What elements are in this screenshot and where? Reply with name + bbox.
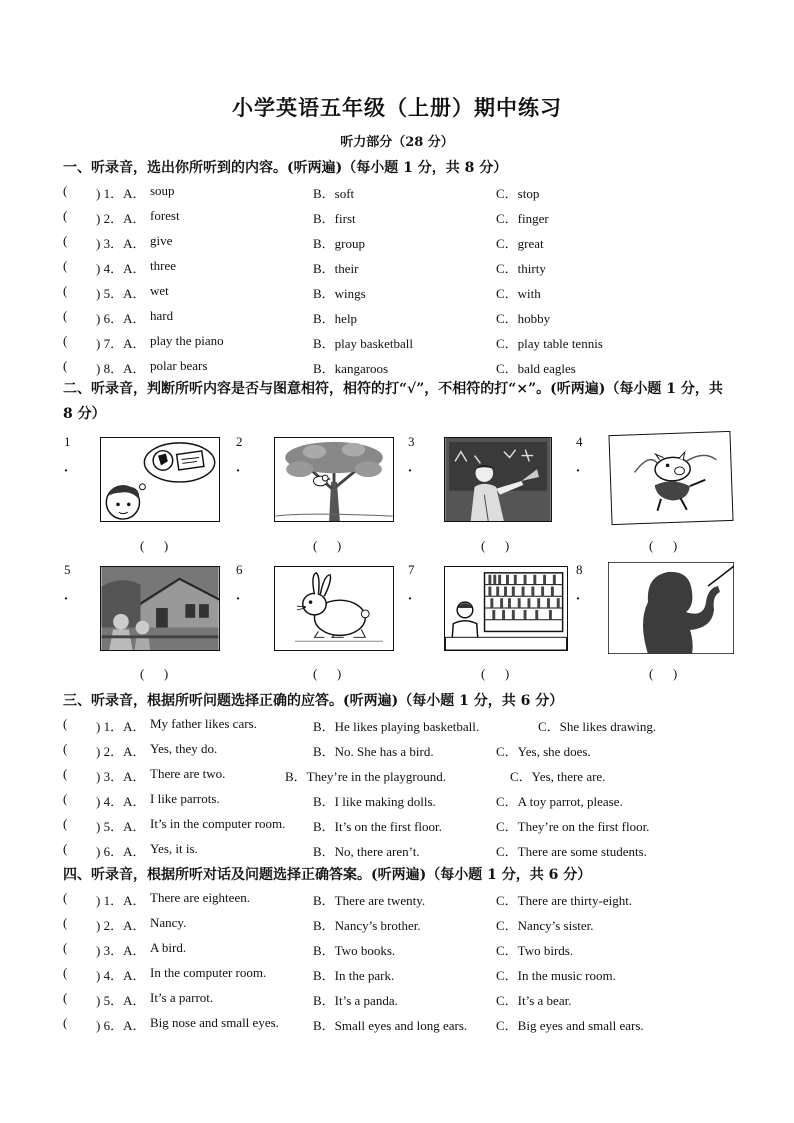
option-c[interactable]: C．play table tennis	[496, 336, 603, 351]
option-c[interactable]: C．finger	[496, 211, 549, 226]
option-b[interactable]: B．No. She has a bird.	[313, 744, 434, 759]
question-row	[63, 1015, 743, 1037]
option-c[interactable]: C．A toy parrot, please.	[496, 794, 623, 809]
option-b[interactable]: B．Small eyes and long ears.	[313, 1018, 468, 1033]
option-a[interactable]: My father likes cars.	[150, 716, 257, 731]
question-number: ) 4．A．	[96, 968, 146, 983]
answer-paren[interactable]: (	[63, 915, 68, 930]
option-b[interactable]: B．Nancy’s brother.	[313, 918, 421, 933]
question-number: ) 7．A．	[96, 336, 146, 351]
answer-paren[interactable]: (	[63, 791, 68, 806]
section4-heading: 四、听录音，根据所听对话及问题选择正确答案。(听两遍)（每小题 1 分，共 6 分）	[63, 867, 592, 883]
option-a[interactable]: three	[150, 258, 176, 273]
question-row	[63, 258, 743, 280]
option-c[interactable]: C．bald eagles	[496, 361, 576, 376]
question-number: ) 1．A．	[96, 186, 146, 201]
bird-in-tree-icon	[274, 437, 394, 522]
answer-blank[interactable]: ( )	[649, 666, 678, 681]
question-row	[63, 791, 743, 813]
boy-thinking-football-icon	[100, 437, 220, 522]
question-row	[63, 283, 743, 305]
option-b[interactable]: B．kangaroos	[313, 361, 389, 376]
option-c[interactable]: C．Nancy’s sister.	[496, 918, 594, 933]
option-a[interactable]: Yes, it is.	[150, 841, 198, 856]
question-number: ) 1．A．	[96, 719, 146, 734]
option-a[interactable]: It’s a parrot.	[150, 990, 214, 1005]
answer-paren[interactable]: (	[63, 208, 68, 223]
question-number: ) 4．A．	[96, 261, 146, 276]
answer-blank[interactable]: ( )	[313, 666, 342, 681]
picture-number: 2	[236, 434, 243, 449]
option-b[interactable]: B．I like making dolls.	[313, 794, 436, 809]
question-number: ) 3．A．	[96, 236, 146, 251]
option-c[interactable]: C．Yes, there are.	[510, 769, 606, 784]
option-b[interactable]: B．play basketball	[313, 336, 414, 351]
answer-paren[interactable]: (	[63, 816, 68, 831]
question-number: ) 5．A．	[96, 819, 146, 834]
option-a[interactable]: polar bears	[150, 358, 208, 373]
option-c[interactable]: C．Yes, she does.	[496, 744, 591, 759]
question-number: ) 3．A．	[96, 769, 146, 784]
answer-blank[interactable]: ( )	[649, 538, 678, 553]
question-row	[63, 208, 743, 230]
question-number: ) 3．A．	[96, 943, 146, 958]
question-row	[63, 308, 743, 330]
page-subtitle: 听力部分（28 分）	[340, 135, 454, 150]
answer-paren[interactable]: (	[63, 990, 68, 1005]
answer-paren[interactable]: (	[63, 333, 68, 348]
option-c[interactable]: C．Two birds.	[496, 943, 574, 958]
girl-silhouette-icon	[608, 562, 734, 654]
picture-number: 6	[236, 562, 243, 577]
option-c[interactable]: C．with	[496, 286, 541, 301]
question-row	[63, 890, 743, 912]
question-number: ) 2．A．	[96, 744, 146, 759]
question-number: ) 6．A．	[96, 1018, 146, 1033]
picture-dot: ．	[408, 588, 422, 603]
option-c[interactable]: C．stop	[496, 186, 540, 201]
picture-dot: ．	[576, 460, 590, 475]
answer-paren[interactable]: (	[63, 741, 68, 756]
option-a[interactable]: A bird.	[150, 940, 187, 955]
picture-dot: ．	[64, 460, 78, 475]
answer-paren[interactable]: (	[63, 358, 68, 373]
option-c[interactable]: C．In the music room.	[496, 968, 616, 983]
question-number: ) 4．A．	[96, 794, 146, 809]
teacher-classroom-icon	[444, 437, 552, 522]
option-c[interactable]: C．great	[496, 236, 544, 251]
option-a[interactable]: There are eighteen.	[150, 890, 250, 905]
question-number: ) 8．A．	[96, 361, 146, 376]
flying-pig-icon	[608, 431, 733, 525]
answer-paren[interactable]: (	[63, 1015, 68, 1030]
option-b[interactable]: B．Two books.	[313, 943, 396, 958]
picture-number: 5	[64, 562, 71, 577]
answer-blank[interactable]: ( )	[140, 666, 169, 681]
question-row	[63, 716, 743, 738]
rabbit-icon	[274, 566, 394, 651]
option-c[interactable]: C．They’re on the first floor.	[496, 819, 650, 834]
question-row	[63, 333, 743, 355]
option-a[interactable]: soup	[150, 183, 175, 198]
option-a[interactable]: It’s in the computer room.	[150, 816, 286, 831]
option-c[interactable]: C．It’s a bear.	[496, 993, 572, 1008]
question-row	[63, 940, 743, 962]
question-number: ) 2．A．	[96, 211, 146, 226]
option-b[interactable]: B．They’re in the playground.	[285, 769, 447, 784]
answer-blank[interactable]: ( )	[313, 538, 342, 553]
question-row	[63, 183, 743, 205]
option-c[interactable]: C．There are some students.	[496, 844, 647, 859]
answer-paren[interactable]: (	[63, 940, 68, 955]
picture-number: 3	[408, 434, 415, 449]
question-number: ) 6．A．	[96, 844, 146, 859]
option-a[interactable]: play the piano	[150, 333, 224, 348]
picture-dot: ．	[64, 588, 78, 603]
picture-number: 8	[576, 562, 583, 577]
option-b[interactable]: B．group	[313, 236, 366, 251]
answer-paren[interactable]: (	[63, 965, 68, 980]
option-a[interactable]: give	[150, 233, 173, 248]
option-a[interactable]: Nancy.	[150, 915, 187, 930]
answer-paren[interactable]: (	[63, 308, 68, 323]
question-row	[63, 965, 743, 987]
option-b[interactable]: B．No, there aren’t.	[313, 844, 420, 859]
answer-paren[interactable]: (	[63, 183, 68, 198]
option-a[interactable]: forest	[150, 208, 180, 223]
section3-heading: 三、听录音，根据所听问题选择正确的应答。(听两遍)（每小题 1 分，共 6 分）	[63, 693, 564, 709]
question-row	[63, 741, 743, 763]
option-c[interactable]: C．hobby	[496, 311, 551, 326]
answer-paren[interactable]: (	[63, 890, 68, 905]
option-b[interactable]: B．soft	[313, 186, 355, 201]
option-b[interactable]: B．help	[313, 311, 358, 326]
answer-paren[interactable]: (	[63, 841, 68, 856]
question-row	[63, 766, 743, 788]
answer-blank[interactable]: ( )	[481, 666, 510, 681]
picture-dot: ．	[408, 460, 422, 475]
option-a[interactable]: There are two.	[150, 766, 226, 781]
question-number: ) 6．A．	[96, 311, 146, 326]
picture-dot: ．	[236, 588, 250, 603]
question-row	[63, 233, 743, 255]
answer-blank[interactable]: ( )	[140, 538, 169, 553]
picture-number: 1	[64, 434, 71, 449]
answer-paren[interactable]: (	[63, 233, 68, 248]
answer-paren[interactable]: (	[63, 716, 68, 731]
picture-number: 7	[408, 562, 415, 577]
option-a[interactable]: I like parrots.	[150, 791, 220, 806]
question-row	[63, 990, 743, 1012]
library-boy-icon	[444, 566, 568, 651]
section2-heading: 二、听录音，判断所听内容是否与图意相符，相符的打“√”，不相符的打“×”。(听两遍)（每小题 1 分，共 8 分）	[63, 381, 723, 422]
answer-blank[interactable]: ( )	[481, 538, 510, 553]
option-b[interactable]: B．wings	[313, 286, 366, 301]
question-number: ) 1．A．	[96, 893, 146, 908]
picture-number: 4	[576, 434, 583, 449]
option-a[interactable]: wet	[150, 283, 169, 298]
house-and-children-icon	[100, 566, 220, 651]
option-c[interactable]: C．Big eyes and small ears.	[496, 1018, 644, 1033]
answer-paren[interactable]: (	[63, 283, 68, 298]
option-a[interactable]: In the computer room.	[150, 965, 267, 980]
option-b[interactable]: B．It’s on the first floor.	[313, 819, 442, 834]
question-number: ) 5．A．	[96, 993, 146, 1008]
question-row	[63, 841, 743, 863]
option-b[interactable]: B．There are twenty.	[313, 893, 426, 908]
question-number: ) 2．A．	[96, 918, 146, 933]
option-b[interactable]: B．It’s a panda.	[313, 993, 398, 1008]
option-c[interactable]: C．She likes drawing.	[538, 719, 657, 734]
section1-heading: 一、听录音，选出你所听到的内容。(听两遍)（每小题 1 分，共 8 分）	[63, 160, 508, 176]
question-number: ) 5．A．	[96, 286, 146, 301]
answer-paren[interactable]: (	[63, 766, 68, 781]
page-title: 小学英语五年级（上册）期中练习	[232, 95, 562, 120]
option-c[interactable]: C．thirty	[496, 261, 546, 276]
option-b[interactable]: B．their	[313, 261, 359, 276]
question-row	[63, 816, 743, 838]
option-a[interactable]: Yes, they do.	[150, 741, 218, 756]
option-b[interactable]: B．first	[313, 211, 356, 226]
picture-dot: ．	[576, 588, 590, 603]
option-b[interactable]: B．He likes playing basketball.	[313, 719, 480, 734]
answer-paren[interactable]: (	[63, 258, 68, 273]
option-c[interactable]: C．There are thirty-eight.	[496, 893, 633, 908]
option-a[interactable]: Big nose and small eyes.	[150, 1015, 279, 1030]
option-b[interactable]: B．In the park.	[313, 968, 395, 983]
option-a[interactable]: hard	[150, 308, 174, 323]
question-row	[63, 915, 743, 937]
picture-dot: ．	[236, 460, 250, 475]
